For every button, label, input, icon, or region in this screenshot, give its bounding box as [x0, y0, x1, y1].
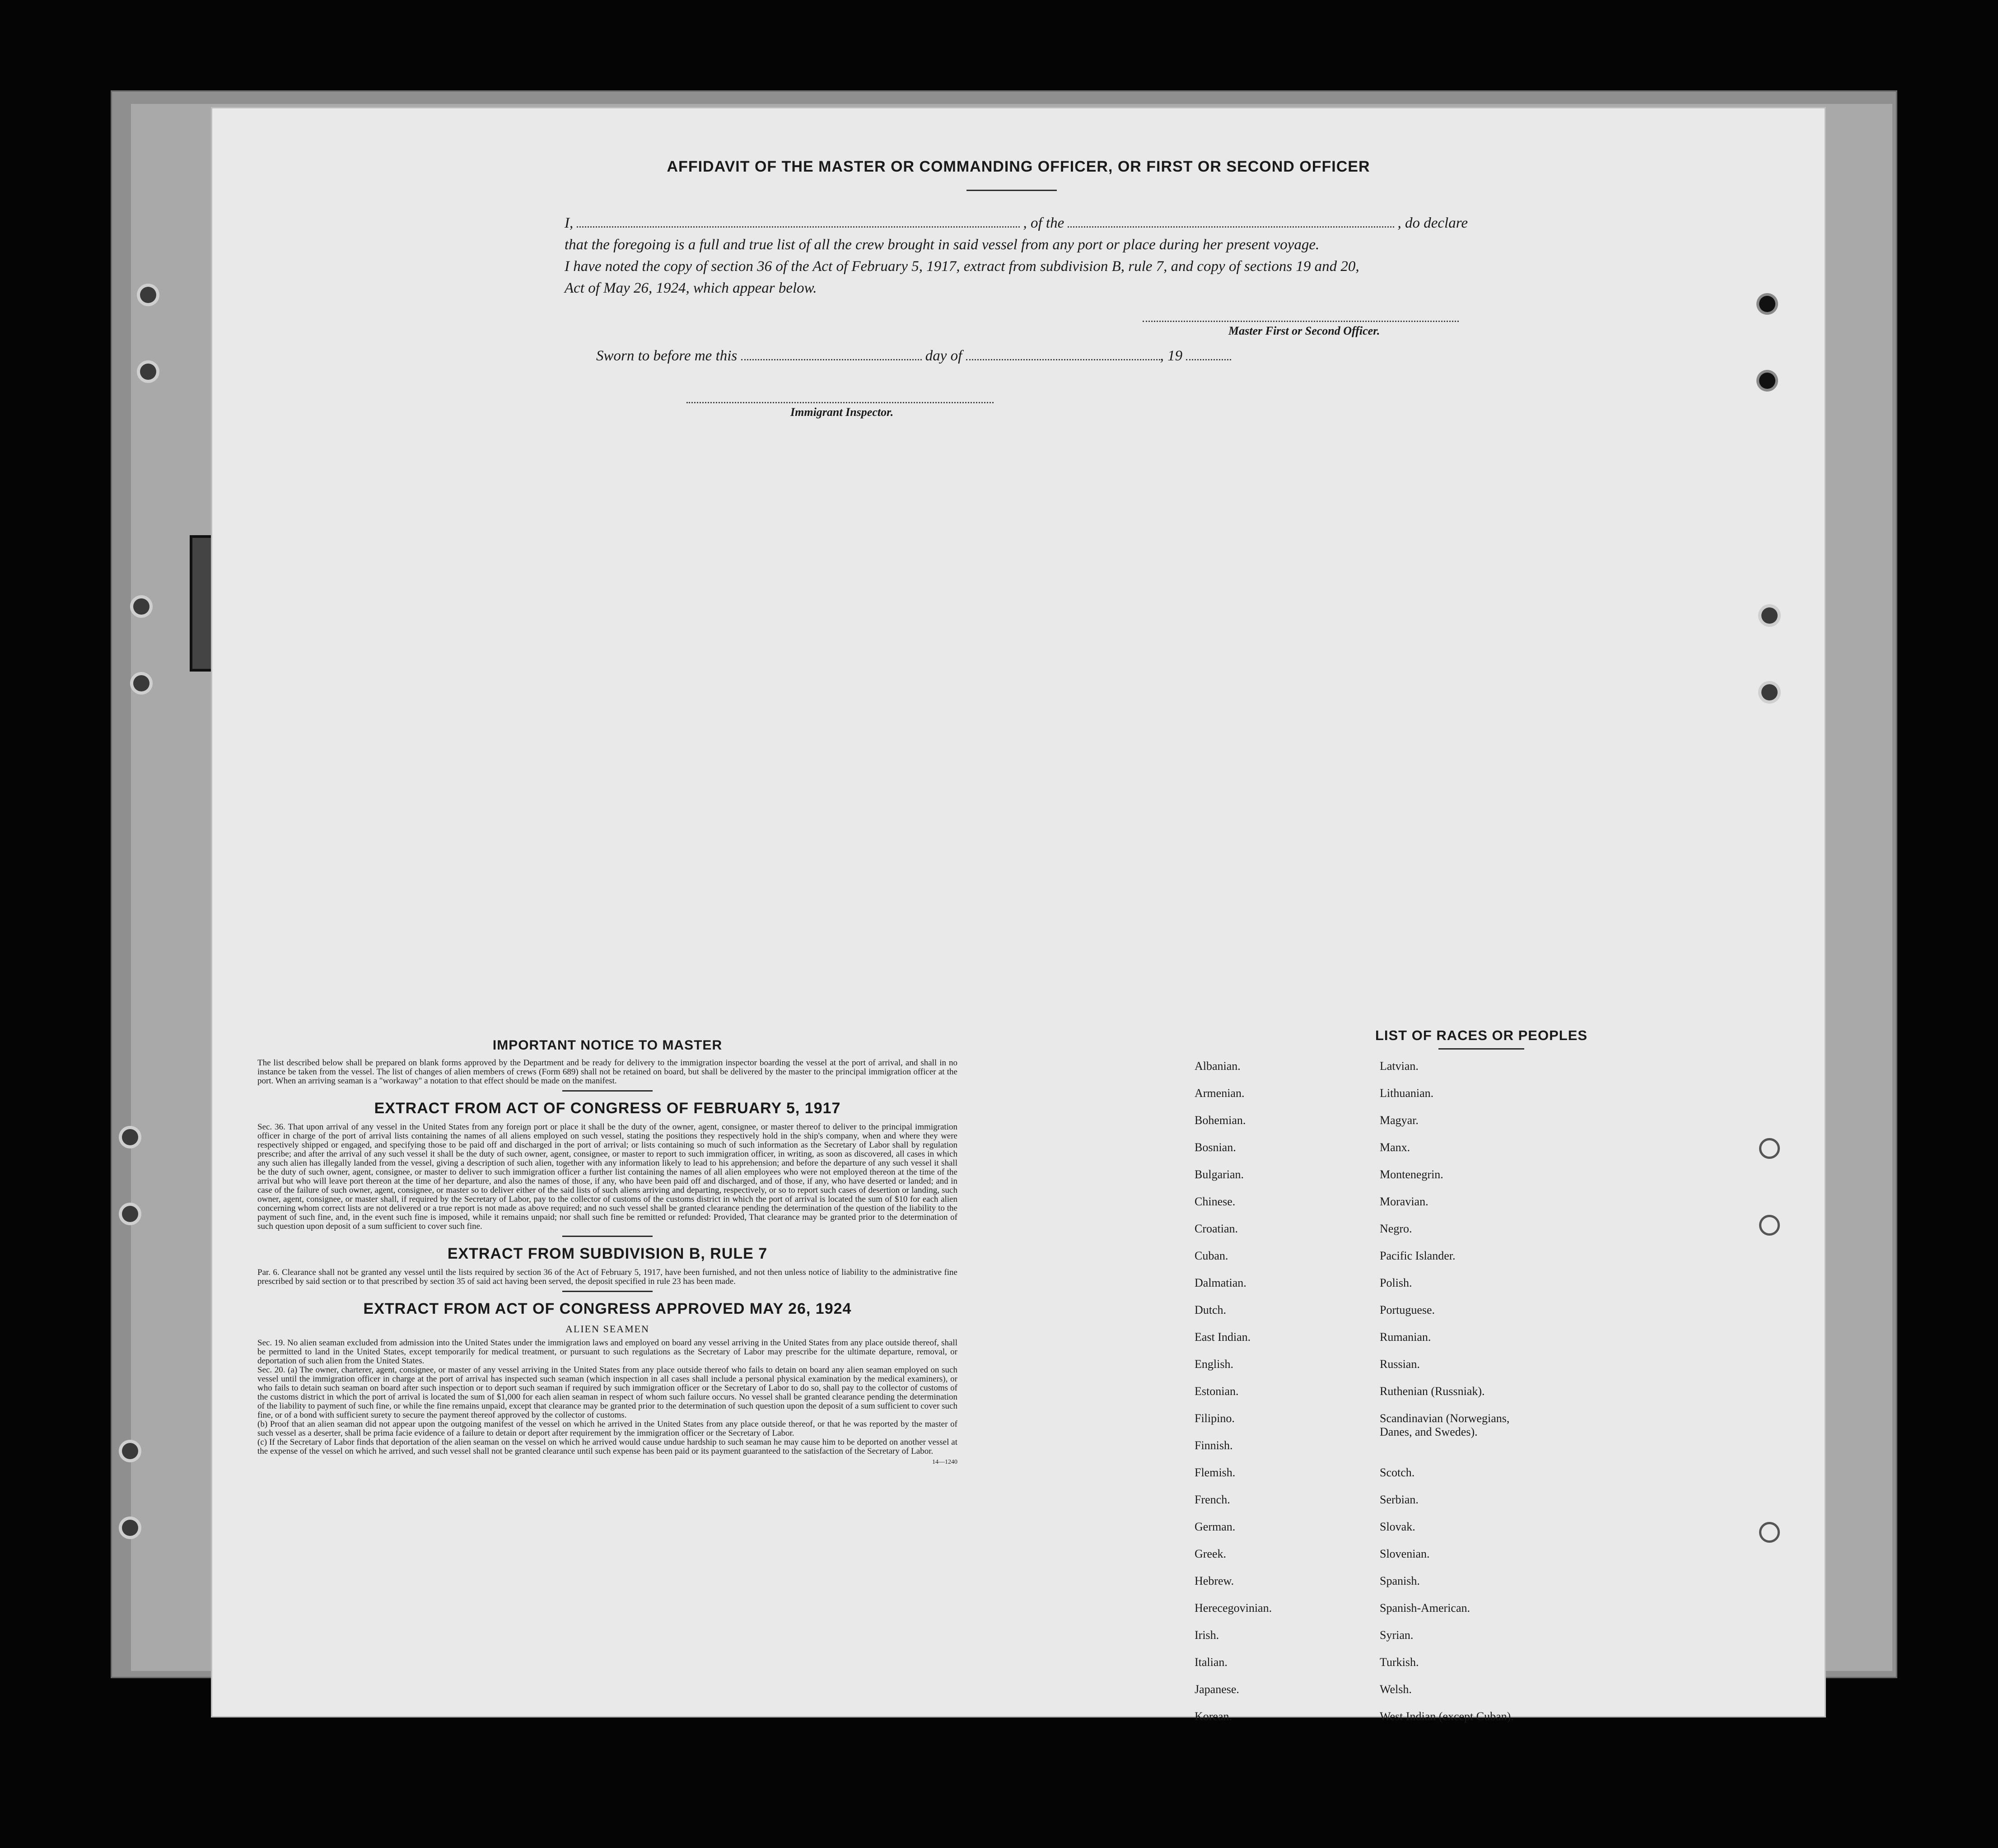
race-item: Scotch.	[1380, 1466, 1415, 1479]
notice-text: The list described below shall be prepared on blank forms approved by the Department and be ready for delivery to the immigration inspector boarding the vessel at the port of arrival, and shall in no instance be taken from the vessel. The list of changes of alien members of crews (Form 689) shall not be retained on board, but shall be delivered by the master to the principal immigration officer at the port. When an arriving seaman is a "workaway" a notation to that effect should be made on the manifest.	[257, 1058, 957, 1086]
race-item: Negro.	[1380, 1222, 1412, 1235]
race-item: Irish.	[1195, 1629, 1219, 1642]
inspector-signature-blank[interactable]	[686, 402, 994, 403]
punch-hole	[133, 675, 149, 691]
punch-hole	[1759, 373, 1775, 389]
form-number: 14—1240	[932, 1459, 957, 1465]
declaration-line	[565, 212, 1468, 234]
vessel-blank[interactable]	[1068, 226, 1394, 228]
punch-hole	[1759, 1522, 1780, 1543]
notices-column	[257, 1030, 957, 1466]
signature-label: Master First or Second Officer.	[1228, 324, 1380, 337]
section-19-text: Sec. 19. No alien seaman excluded from admission into the United States under the immigration laws and employed on board any vessel arriving in the United States from any place outside thereof, shall be permitted to land in the United States, except temporarily for medical treatment, or pursuant to such regulations as the Secretary of Labor may prescribe for the ultimate departure, removal, or deportation of such alien from the United States.	[257, 1338, 957, 1366]
race-item: Estonian.	[1195, 1385, 1239, 1398]
race-item: West Indian (except Cuban).	[1380, 1710, 1514, 1723]
punch-hole	[1761, 684, 1778, 700]
race-item: Slovak.	[1380, 1520, 1415, 1533]
race-item: Turkish.	[1380, 1656, 1419, 1669]
race-item: Russian.	[1380, 1358, 1420, 1371]
do-declare-label: , do declare	[1397, 215, 1468, 231]
race-item	[1380, 1439, 1587, 1466]
punch-hole	[1759, 296, 1775, 312]
section-rule	[562, 1090, 653, 1092]
race-item: Flemish.	[1195, 1466, 1236, 1479]
sworn-line	[596, 348, 1231, 364]
race-item: Finnish.	[1195, 1439, 1233, 1452]
race-item: Spanish.	[1380, 1574, 1420, 1587]
affidavit-line-3: I have noted the copy of section 36 of the Act of February 5, 1917, extract from subdivision B, rule 7, and copy of sections 19 and 20,	[565, 258, 1359, 275]
i-label: I,	[565, 215, 574, 231]
section-rule	[562, 1291, 653, 1292]
day-blank[interactable]	[741, 359, 922, 360]
punch-hole	[140, 364, 156, 380]
punch-hole	[1759, 1138, 1780, 1159]
year-prefix: , 19	[1160, 348, 1183, 364]
race-item: Spanish-American.	[1380, 1601, 1470, 1615]
race-item: German.	[1195, 1520, 1236, 1533]
section-rule	[562, 1236, 653, 1237]
title-rule	[966, 190, 1057, 191]
race-item: Armenian.	[1195, 1087, 1245, 1100]
race-item: Latvian.	[1380, 1059, 1419, 1073]
race-item: Filipino.	[1195, 1412, 1235, 1425]
punch-hole	[122, 1129, 138, 1145]
race-item: English.	[1195, 1358, 1233, 1371]
form-page	[212, 108, 1825, 1723]
inspector-label: Immigrant Inspector.	[790, 406, 894, 419]
punch-hole	[122, 1443, 138, 1459]
rule-7-text: Par. 6. Clearance shall not be granted any vessel until the lists required by section 36 of the Act of February 5, 1917, have been furnished, and not then unless notice of liability to the administrative fine prescribed by said section or to that prescribed by section 35 of said act having been served, the deposit specified in rule 23 has been made.	[257, 1268, 957, 1286]
punch-hole	[1759, 1215, 1780, 1236]
notice-title: IMPORTANT NOTICE TO MASTER	[492, 1038, 723, 1053]
race-item: Serbian.	[1380, 1493, 1419, 1506]
race-item: Slovenian.	[1380, 1547, 1430, 1560]
race-item: Albanian.	[1195, 1059, 1241, 1073]
race-item: Italian.	[1195, 1656, 1228, 1669]
race-item: Hebrew.	[1195, 1574, 1234, 1587]
race-item: East Indian.	[1195, 1330, 1251, 1344]
punch-hole	[122, 1520, 138, 1536]
races-grid	[1195, 1059, 1775, 1737]
races-title: LIST OF RACES OR PEOPLES	[1375, 1027, 1588, 1043]
race-item: Dalmatian.	[1195, 1276, 1246, 1289]
race-item: Bosnian.	[1195, 1141, 1236, 1154]
affidavit-line-2: that the foregoing is a full and true list of all the crew brought in said vessel from any port or place during her present voyage.	[565, 237, 1320, 253]
race-item: Japanese.	[1195, 1683, 1239, 1696]
race-item: Ruthenian (Russniak).	[1380, 1385, 1485, 1398]
signature-blank[interactable]	[1143, 321, 1459, 322]
year-blank[interactable]	[1186, 359, 1231, 360]
race-item: Moravian.	[1380, 1195, 1428, 1208]
section-20c-text: (c) If the Secretary of Labor finds that deportation of the alien seaman on the vessel on which he arrived would cause undue hardship to such seaman he may cause him to be deported on another vessel at the expense of the vessel on which he arrived, and such vessel shall not be granted clearance until such expense has been paid or its payment guaranteed to the satisfaction of the Secretary of Labor.	[257, 1437, 957, 1456]
race-item: Montenegrin.	[1380, 1168, 1443, 1181]
race-item: Scandinavian (Norwegians, Danes, and Swedes).	[1380, 1412, 1510, 1438]
punch-hole	[122, 1206, 138, 1222]
section-20b-text: (b) Proof that an alien seaman did not appear upon the outgoing manifest of the vessel on which he arrived in the United States from any place outside thereof, or that he was reported by the master of such vessel as a deserter, shall be prima facie evidence of a failure to detain or deport after requirement by the immigration officer or the Secretary of Labor.	[257, 1419, 957, 1438]
races-title-rule	[1438, 1048, 1524, 1050]
race-item: Welsh.	[1380, 1683, 1412, 1696]
name-blank[interactable]	[577, 226, 1019, 228]
race-item: Bulgarian.	[1195, 1168, 1244, 1181]
race-item: Chinese.	[1195, 1195, 1236, 1208]
sworn-label: Sworn to before me this	[596, 348, 738, 364]
extract-1917-title: EXTRACT FROM ACT OF CONGRESS OF FEBRUARY 5, 1917	[374, 1100, 841, 1117]
section-36-text: Sec. 36. That upon arrival of any vessel in the United States from any foreign port or place it shall be the duty of the owner, agent, consignee, or master thereof to deliver to the principal immigration officer in charge of the port of arrival lists containing the names of all aliens employed on such vessel, stating the positions they respectively hold in the ship's company, when and where they were respectively shipped or engaged, and specifying those to be paid off and discharged in the port of arrival; or lists containing so much of such information as the Secretary of Labor shall by regulation prescribe; and after the arrival of any such vessel it shall be the duty of such owner, agent, consignee, or master to report to such immigration officer, in writing, as soon as discovered, all cases in which any such alien has illegally landed from the vessel, giving a description of such alien, together with any information likely to lead to his apprehension; and before the departure of any such vessel it shall be the duty of such owner, agent, consignee, or master to deliver to such immigration officer a further list containing the names of all alien employees who were not employed thereon at the time of the arrival but who will leave port thereon at the time of her departure, and also the names of those, if any, who have been paid off and discharged, and of those, if any, who have deserted or landed; and in case of the failure of such owner, agent, consignee, or master so to deliver either of the said lists of such aliens arriving and departing, respectively, or so to report such cases of desertion or landing, such owner, agent, consignee, or master shall, if required by the Secretary of Labor, pay to the collector of customs of the customs district in which the port of arrival is located the sum of $10 for each alien concerning whom correct lists are not delivered or a true report is not made as above required; and no such vessel shall be granted clearance pending the determination of the question of the liability to the payment of such fine, and, in the event such fine is imposed, while it remains unpaid; nor shall such fine be remitted or refunded: Provided, That clearance may be granted prior to the determination of such question upon deposit of a sum sufficient to cover such fine.	[257, 1122, 957, 1231]
race-item: Bohemian.	[1195, 1114, 1246, 1127]
alien-seamen-subtitle: ALIEN SEAMEN	[565, 1323, 649, 1335]
race-item: Syrian.	[1380, 1629, 1414, 1642]
extract-1924-title: EXTRACT FROM ACT OF CONGRESS APPROVED MAY 26, 1924	[363, 1300, 852, 1317]
affidavit-title: AFFIDAVIT OF THE MASTER OR COMMANDING OFFICER, OR FIRST OR SECOND OFFICER	[667, 158, 1370, 175]
race-item: Rumanian.	[1380, 1330, 1431, 1344]
race-item: Pacific Islander.	[1380, 1249, 1456, 1262]
punch-hole	[1761, 607, 1778, 624]
race-item: French.	[1195, 1493, 1230, 1506]
race-item: Herecegovinian.	[1195, 1601, 1272, 1615]
race-item: Cuban.	[1195, 1249, 1228, 1262]
of-the-label: , of the	[1023, 215, 1064, 231]
race-item: Magyar.	[1380, 1114, 1419, 1127]
race-item: Greek.	[1195, 1547, 1227, 1560]
race-item: Lithuanian.	[1380, 1087, 1434, 1100]
race-item: Portuguese.	[1380, 1303, 1435, 1316]
race-item: Polish.	[1380, 1276, 1412, 1289]
race-item: Korean.	[1195, 1710, 1232, 1723]
day-of-label: day of	[925, 348, 962, 364]
race-item: Croatian.	[1195, 1222, 1238, 1235]
affidavit-body	[565, 212, 1468, 299]
affidavit-line-4: Act of May 26, 1924, which appear below.	[565, 280, 817, 296]
race-item: Dutch.	[1195, 1303, 1227, 1316]
month-blank[interactable]	[966, 359, 1160, 360]
race-item: Manx.	[1380, 1141, 1410, 1154]
races-list	[1188, 1027, 1775, 1737]
punch-hole	[133, 598, 149, 615]
punch-hole	[140, 287, 156, 303]
rule-7-title: EXTRACT FROM SUBDIVISION B, RULE 7	[447, 1245, 768, 1262]
section-20a-text: Sec. 20. (a) The owner, charterer, agent, consignee, or master of any vessel arriving in the United States from any place outside thereof who fails to detain on board any alien seaman employed on such vessel until the immigration officer in charge at the port of arrival has inspected such seaman (which inspection in all cases shall include a personal physical examination by the medical examiners), or who fails to detain such seaman on board after such inspection or to deport such seaman if required by such immigration officer or the Secretary of Labor to do so, shall pay to the collector of customs of the customs district in which the port of arrival is located the sum of $1,000 for each alien seaman in respect of whom such failure occurs. No vessel shall be granted clearance pending the determination of the liability to payment of such fine, or while the fine remains unpaid, except that clearance may be granted prior to the determination of such question upon the deposit of a sum sufficient to cover such fine, or of a bond with sufficient surety to secure the payment thereof approved by the collector of customs.	[257, 1365, 957, 1420]
